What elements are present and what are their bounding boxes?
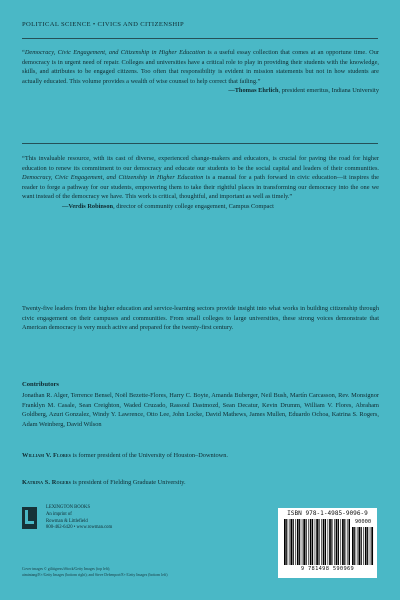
barcode-bar (358, 527, 360, 565)
barcode-digits: 9 781498 590969 (300, 566, 355, 572)
publisher-imprint: An imprint of (46, 511, 72, 517)
barcode-bar (344, 519, 345, 565)
barcode-bar (306, 519, 307, 565)
barcode-bar (361, 527, 362, 565)
barcode-bar (338, 519, 339, 565)
barcode-bar (303, 519, 305, 565)
barcode-bar (352, 527, 354, 565)
barcode-bar (299, 519, 300, 565)
barcode-bar (365, 527, 367, 565)
barcode-bar (302, 519, 303, 565)
publisher-info (46, 505, 166, 532)
barcode-bar (316, 519, 318, 565)
barcode-bar (336, 519, 338, 565)
barcode-bar (328, 519, 329, 565)
credit-line: Cover images © gilitigress/iStock/Getty Images (top left); (22, 567, 111, 571)
endorser-title: , director of community college engagement, Campus Compact (113, 202, 274, 210)
barcode-bar (340, 519, 341, 565)
barcode-bar (342, 519, 344, 565)
barcode-bar (349, 519, 351, 565)
credit-line: aimintang/E+/Getty Images (bottom right); and Steve Debenport/E+/Getty Images (bottom left) (22, 573, 168, 577)
publisher-name: LEXINGTON BOOKS (46, 505, 91, 510)
endorsement-attribution (22, 86, 379, 96)
editor-bio-text: is former president of the University of Houston–Downtown. (71, 452, 228, 459)
barcode-bar (297, 519, 299, 565)
barcode-bar (363, 527, 364, 565)
barcode-bar (318, 519, 319, 565)
endorser-name: —Verdis Robinson (62, 202, 114, 210)
barcode-bar (329, 519, 331, 565)
barcode-bar (286, 519, 287, 565)
barcode-bar (293, 519, 294, 565)
barcode-bar (295, 519, 296, 565)
barcode-bar (354, 527, 355, 565)
barcode-bar (323, 519, 325, 565)
barcode-bar (370, 527, 371, 565)
barcode-bar (331, 519, 332, 565)
barcode-bar (347, 519, 348, 565)
endorsement-text: is a useful essay collection that comes at an opportune time. Our democracy is in urgent need of repair. Colleges and universities have a critical role to play in providing their students with the knowledge, skills, and attributes to be engaged citizens. Too often that responsibility is evident in mission statements but not in how students are actually educated. This volume provides a wealth of wise counsel to help correct that failing.” (22, 49, 379, 85)
category-label: POLITICAL SCIENCE • CIVICS AND CITIZENSHIP (22, 21, 185, 28)
barcode-bar (371, 527, 373, 565)
publisher-contact: 800-462-6420 • www.rowman.com (46, 525, 113, 531)
barcode-addon: 90000 (354, 519, 372, 525)
editor-bio (22, 451, 379, 461)
book-title: Democracy, Civic Engagement, and Citizenship in Higher Education (22, 174, 204, 182)
top-rule (22, 38, 378, 39)
barcode-bar (310, 519, 312, 565)
isbn-text: ISBN 978-1-4985-9096-9 (287, 510, 368, 517)
barcode-bar (357, 527, 358, 565)
endorsement-attribution (22, 202, 379, 212)
barcode-bar (308, 519, 309, 565)
endorser-title: , president emeritus, Indiana University (278, 87, 379, 95)
barcode-bar (334, 519, 335, 565)
endorsement-text-b: is a manual for a path forward in civic education—it inspires the reader to forge a pathway for our students, empowering them to take their rightful places in transforming our democracy into the one we want instead of the democracy we have. This work is critical, thoughtful, and important as well as timely.” (22, 174, 379, 201)
publisher-parent: Rowman & Littlefield (46, 518, 88, 524)
barcode-bar (315, 519, 316, 565)
endorsement-text-a: “This invaluable resource, with its cast of diverse, experienced change-makers and educators, is crucial for paving the road for higher education to renew its commitment to our democracy and educate our students to be the social capital and leaders of their communities. (22, 155, 379, 172)
editor-name: William V. Flores (22, 452, 71, 459)
barcode-bar (367, 527, 368, 565)
book-title: Democracy, Civic Engagement, and Citizenship in Higher Education (24, 49, 206, 56)
publisher-logo-icon (22, 507, 37, 529)
barcode-bar (289, 519, 290, 565)
endorsement-robinson (22, 154, 379, 212)
contributors-heading: Contributors (22, 381, 59, 388)
barcode-bar (325, 519, 326, 565)
book-description: Twenty-five leaders from the higher education and service-learning sectors provide insight into what works in building citizenship through civic engagement on their campuses and communities. From small colleges to large universities, these strong voices demonstrate that American democracy is very much active and prepared for the twenty-first century. (22, 305, 379, 332)
barcode-bars (284, 519, 350, 565)
endorser-name: —Thomas Ehrlich (228, 87, 279, 95)
editor-bio-text: is president of Fielding Graduate University. (71, 479, 186, 486)
barcode-bar (284, 519, 286, 565)
open-quote: “ (22, 49, 25, 56)
addon-bars (352, 527, 374, 565)
barcode-bar (290, 519, 292, 565)
barcode-bar (321, 519, 322, 565)
divider-rule (22, 143, 378, 144)
editor-name: Katrina S. Rogers (22, 479, 71, 486)
contributors-list: Jonathan R. Alger, Terrence Bensel, Noël Bezette-Flores, Harry C. Boyte, Amanda Buberger, Neil Bush, Martín Carcasson, Rev. Monsignor Franklyn M. Casale, Sean Creighton, Waded Cruzado, Rassoul Dastmozd, Sean Decatur, Kevin Drumm, William V. Flores, Abraham Goldberg, Azuri Gonzalez, Windy Y. Lawrence, Otto Lee, John Locke, David Mathews, James Mullen, Eduardo Ochoa, Katrina S. Rogers, Adam Weinberg, David Wilson (22, 392, 379, 428)
cover-credits (22, 566, 222, 578)
barcode (278, 508, 377, 578)
endorsement-ehrlich (22, 48, 379, 96)
editor-bio (22, 478, 379, 488)
barcode-bar (312, 519, 313, 565)
